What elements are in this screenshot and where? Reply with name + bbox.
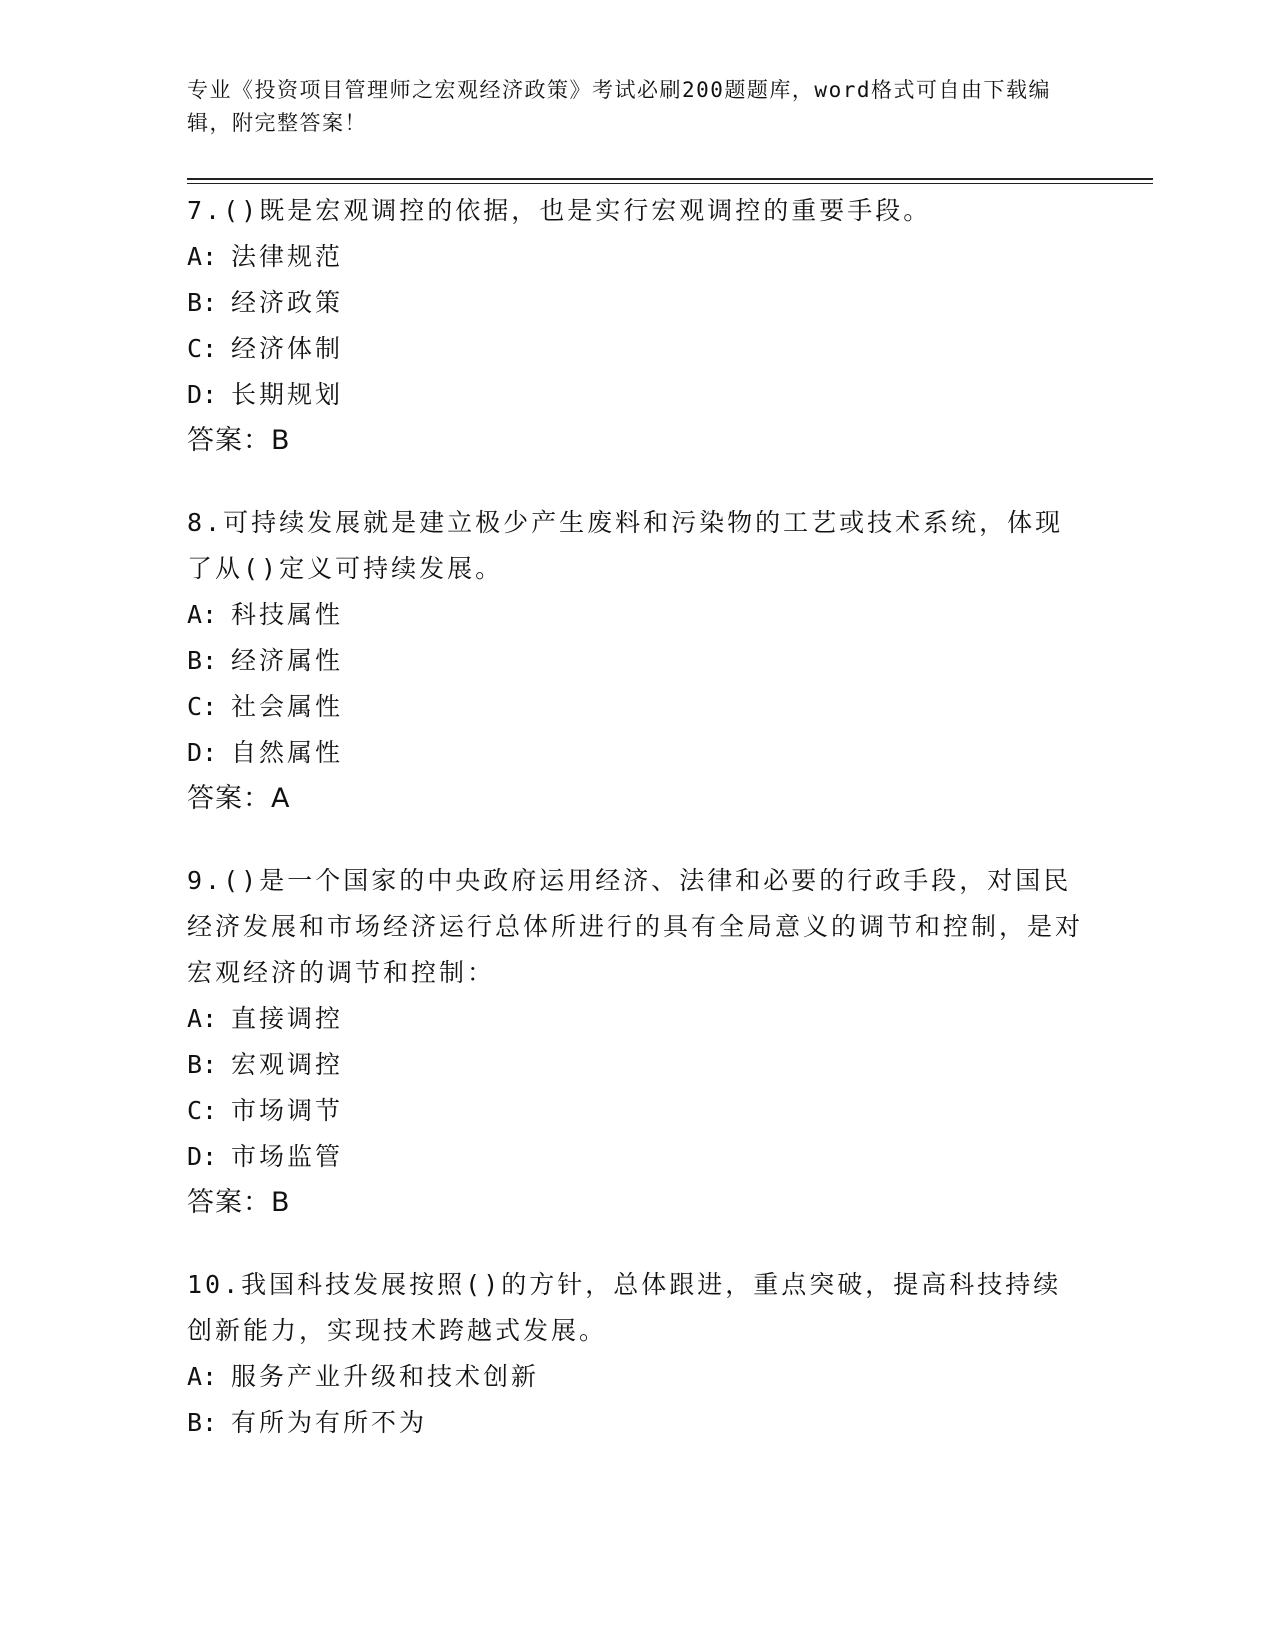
option-letter: B: xyxy=(187,288,218,317)
option-text: 宏观调控 xyxy=(231,1050,344,1079)
option-text: 经济体制 xyxy=(231,334,344,363)
option-a xyxy=(187,996,1087,1042)
option-b xyxy=(187,638,1087,684)
question-text: 7.()既是宏观调控的依据，也是实行宏观调控的重要手段。 xyxy=(187,196,932,225)
question-text: 8.可持续发展就是建立极少产生废料和污染物的工艺或技术系统，体现了从()定义可持续发展。 xyxy=(187,508,1064,583)
option-letter: A: xyxy=(187,1362,218,1391)
option-text: 科技属性 xyxy=(231,600,344,629)
option-b xyxy=(187,1400,1087,1446)
option-text: 经济政策 xyxy=(231,288,344,317)
question-list xyxy=(187,188,1087,1482)
option-letter: C: xyxy=(187,1096,218,1125)
option-text: 服务产业升级和技术创新 xyxy=(231,1362,540,1391)
option-letter: B: xyxy=(187,1050,218,1079)
option-a xyxy=(187,1354,1087,1400)
option-text: 自然属性 xyxy=(231,738,344,767)
option-text: 直接调控 xyxy=(231,1004,344,1033)
question-7 xyxy=(187,188,1087,464)
option-letter: A: xyxy=(187,1004,218,1033)
option-text: 社会属性 xyxy=(231,692,344,721)
option-text: 经济属性 xyxy=(231,646,344,675)
option-letter: D: xyxy=(187,1142,218,1171)
option-letter: B: xyxy=(187,1408,218,1437)
answer: 答案：B xyxy=(187,1187,291,1218)
option-d xyxy=(187,730,1087,776)
option-letter: C: xyxy=(187,692,218,721)
answer: 答案：A xyxy=(187,783,291,814)
option-a xyxy=(187,592,1087,638)
header-rule-thick xyxy=(187,178,1153,180)
option-b xyxy=(187,1042,1087,1088)
option-letter: B: xyxy=(187,646,218,675)
option-c xyxy=(187,684,1087,730)
option-text: 市场监管 xyxy=(231,1142,344,1171)
option-letter: D: xyxy=(187,380,218,409)
option-text: 市场调节 xyxy=(231,1096,344,1125)
question-9 xyxy=(187,858,1087,1226)
answer: 答案：B xyxy=(187,425,291,456)
option-d xyxy=(187,372,1087,418)
option-a xyxy=(187,234,1087,280)
question-10 xyxy=(187,1262,1087,1446)
document-header: 专业《投资项目管理师之宏观经济政策》考试必刷200题题库，word格式可自由下载编辑，附完整答案！ xyxy=(187,78,1051,135)
option-b xyxy=(187,280,1087,326)
option-text: 长期规划 xyxy=(231,380,344,409)
option-letter: A: xyxy=(187,600,218,629)
header-rule-thin xyxy=(187,183,1153,184)
question-text: 9.()是一个国家的中央政府运用经济、法律和必要的行政手段，对国民经济发展和市场经济运行总体所进行的具有全局意义的调节和控制，是对宏观经济的调节和控制： xyxy=(187,866,1084,987)
option-letter: D: xyxy=(187,738,218,767)
option-c xyxy=(187,1088,1087,1134)
option-letter: C: xyxy=(187,334,218,363)
option-c xyxy=(187,326,1087,372)
option-d xyxy=(187,1134,1087,1180)
option-letter: A: xyxy=(187,242,218,271)
question-8 xyxy=(187,500,1087,822)
question-text: 10.我国科技发展按照()的方针，总体跟进，重点突破，提高科技持续创新能力，实现技术跨越式发展。 xyxy=(187,1270,1062,1345)
option-text: 法律规范 xyxy=(231,242,344,271)
option-text: 有所为有所不为 xyxy=(231,1408,428,1437)
